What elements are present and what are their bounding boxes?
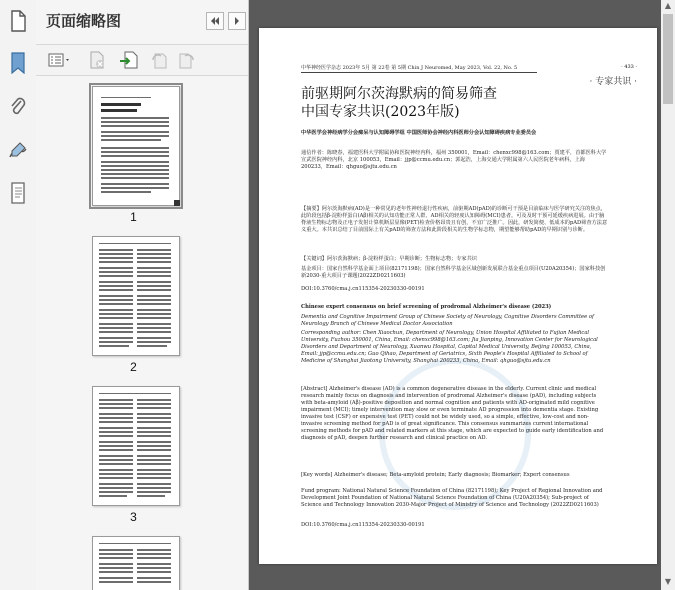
thumbnail-item-3[interactable] xyxy=(36,386,231,536)
thumbnail-page-number: 1 xyxy=(130,210,137,224)
document-page xyxy=(259,28,657,564)
document-scrollbar[interactable] xyxy=(661,0,675,590)
english-keywords: [Key words] Alzheimer's disease; Beta-amyloid protein; Early diagnosis; Biomarker; Expert consensus xyxy=(301,472,570,478)
page-number: · 433 · xyxy=(621,64,637,70)
options-menu-icon[interactable] xyxy=(46,50,74,70)
thumbnail-list xyxy=(36,76,231,590)
navigation-rail xyxy=(0,0,37,590)
doc-scroll-down-arrow-icon[interactable]: ▼ xyxy=(664,577,672,586)
english-correspondence: Corresponding author: Chen Xiaochun, Department of Neurology, Union Hospital Affiliated to Fujian Medical University, Fuzhou 350001, China, Email: chenxc998@163.com; Jia Jianping, Innovation Center for Neurological Disorders and Department of Neurology, Xuanwu Hospital, Capital Medical University, Beijing 100053, China, Email: jjp@ccmu.edu.cn; Guo Qihao, Department of Geriatrics, Sixth People's Hospital Affiliated to School of Medicine of Shanghai Jiaotong University, Shanghai 200233, China, Email: qhguo@sjtu.edu.cn xyxy=(301,330,598,364)
panel-header xyxy=(36,0,248,40)
thumbnail-page-number: 2 xyxy=(130,360,137,374)
english-abstract: [Abstract] Alzheimer's disease (AD) is a common degenerative disease in the elderly. Current clinic and medical research mainly focus on diagnosis and intervention of prodromal Alzheimer's disease (pAD), including subjects with beta-amyloid (Aβ)-positive deposition and normal cognition and patients with AD-originated mild cognitive impairment (MCI); timely intervention may slow or even terminate AD progression into dementia stage. Existing invasive test (CSF) or expensive test (PET) could not be widely used, so a simple, effective, low-cost and non-invasive screening method for pAD is of great significance. This consensus summarizes current international screening methods for pAD and related markers at this stage, which are expected to guide early identification and diagnosis of pAD, deepen further research and clinical practice on AD. xyxy=(301,386,604,441)
rotate-ccw-icon[interactable] xyxy=(148,50,170,70)
thumbnail-page-image[interactable] xyxy=(92,236,180,356)
abstract-cn: 【摘要】阿尔茨海默病(AD)是一种常见的老年性神经退行性疾病，前驱期AD(pAD)的诊断可干预是目前临床与医学研究关注的焦点，此阶段包括β-淀粉样蛋白(Aβ)相关的认知功能正常人群、AD相关的轻度认知障碍(MCI)患者。可及及时干预可延缓疾病进展。由于脑脊液生物标志物及正电子发射计算机断层显像(PET)检查价格昂贵且有创，不宜广泛推广。因此，研发简便、低成本的pAD筛查方法意义重大。本共识总结了目前国际上有关pAD的筛查方法和此阶段相关的生物学标志物，期望能够帮助pAD的早期识别与诊断。 xyxy=(301,206,608,233)
keywords-cn: 【关键词】阿尔茨海默病；β-淀粉样蛋白；早期诊断；生物标志物；专家共识 xyxy=(301,256,477,262)
correspondence: 通信作者：陈晓春，福建医科大学附属协和医院神经内科，福州 350001，Email：chenxc998@163.com；贾建平，首都医科大学宣武医院神经内科，北京 100053，Email：jjp@ccmu.edu.cn；郭起浩，上海交通大学附属第六人民医院老年病科，上海 200233，Email：qhguo@sjtu.edu.cn xyxy=(301,150,607,170)
collapse-panel-button[interactable] xyxy=(206,12,224,30)
pages-icon[interactable] xyxy=(5,8,31,34)
thumbnail-toolbar xyxy=(36,44,248,76)
signature-icon[interactable] xyxy=(5,138,31,164)
section-tag: · 专家共识 · xyxy=(589,77,637,87)
doc-scrollbar-thumb[interactable] xyxy=(663,14,673,104)
document-viewer xyxy=(249,0,675,590)
english-doi: DOI:10.3760/cma.j.cn115354-20230330-00191 xyxy=(301,522,425,528)
doi-cn: DOI:10.3760/cma.j.cn115354-20230330-00191 xyxy=(301,286,425,292)
panel-title: 页面缩略图 xyxy=(46,12,122,30)
thumbnail-item-1[interactable] xyxy=(36,86,231,236)
thumbnail-page-image[interactable] xyxy=(92,386,180,506)
thumbnail-page-number: 3 xyxy=(130,510,137,524)
delete-page-icon[interactable] xyxy=(86,50,108,70)
article-title-line1: 前驱期阿尔茨海默病的简易筛查 xyxy=(301,86,497,102)
doc-scroll-up-arrow-icon[interactable]: ▲ xyxy=(664,1,672,10)
english-title: Chinese expert consensus on brief screening of prodromal Alzheimer's disease (2023) xyxy=(301,304,552,310)
article-title-line2: 中国专家共识(2023年版) xyxy=(301,104,460,120)
bookmark-icon[interactable] xyxy=(5,50,31,76)
fund-cn: 基金项目：国家自然科学基金面上项目(82171198)；国家自然科学基金区域创新发展联合基金重点项目(U20A20354)；国家科技创新2030-重大项目子课题(2022ZD0211603) xyxy=(301,266,606,279)
thumbnail-item-2[interactable] xyxy=(36,236,231,386)
thumbnail-panel xyxy=(36,0,249,590)
authors: 中华医学会神经病学分会痴呆与认知障碍学组 中国医师协会神经内科医师分会认知障碍疾病专业委员会 xyxy=(301,130,537,136)
layers-icon[interactable] xyxy=(5,180,31,206)
english-authors: Dementia and Cognitive Impairment Group of Chinese Society of Neurology, Cognitive Disorders Committee of Neurology Branch of Chinese Medical Doctor Association xyxy=(301,314,594,327)
insert-page-icon[interactable] xyxy=(118,50,140,70)
rotate-cw-icon[interactable] xyxy=(176,50,198,70)
english-fund: Fund program: National Natural Science Foundation of China (82171198); Key Project of Regional Innovation and Development Joint Foundation of National Natural Science Foundation of China (U20A20354); Sub-project of Science and Technology Innovation 2030-Major Project of Ministry of Science and Technology (2022ZD0211603) xyxy=(301,488,603,508)
thumbnail-page-image[interactable] xyxy=(92,536,180,590)
thumbnail-item-4[interactable] xyxy=(36,536,231,590)
expand-panel-button[interactable] xyxy=(228,12,246,30)
attachment-icon[interactable] xyxy=(5,94,31,120)
running-head: 中华神经医学杂志 2023年 5月 第 22卷 第 5期 Chin J Neuromed, May 2023, Vol. 22, No. 5 xyxy=(301,64,537,73)
thumbnail-page-image[interactable] xyxy=(92,86,180,206)
